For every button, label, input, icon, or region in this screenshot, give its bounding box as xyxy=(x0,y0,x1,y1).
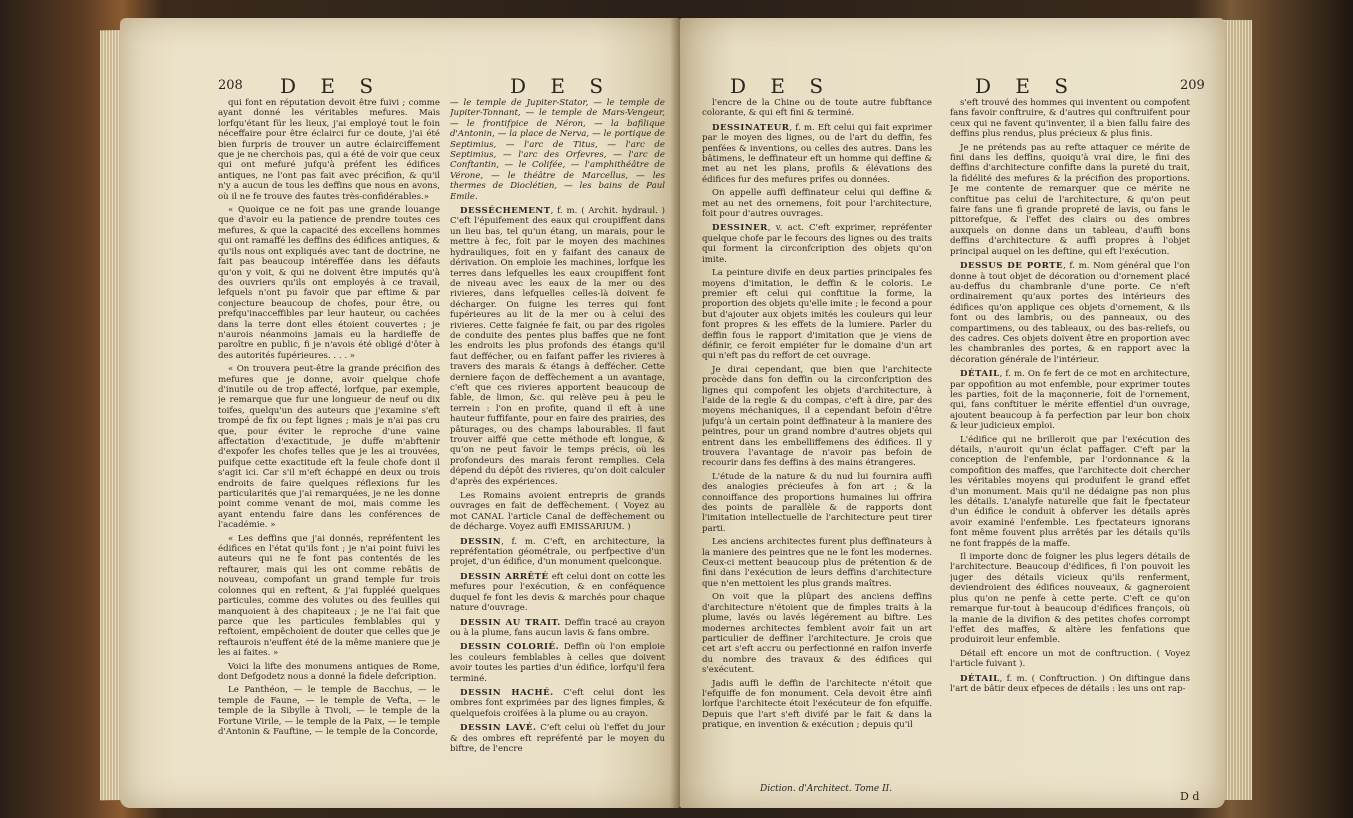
right-column-1 xyxy=(702,98,932,788)
right-page xyxy=(680,18,1225,808)
paragraph: DÉTAIL, f. m. On fe fert de ce mot en architecture, par oppofition au mot enfemble, pour exprimer toutes les parties, foit de la maçonnerie, foit de l'ornement, qui, fans conftituer le mérite effentiel d'un ouvrage, ajoutent beaucoup à fa perfection par leur bon choix & leur judicieux emploi. xyxy=(950,369,1190,432)
entry-headword: DESSUS DE PORTE xyxy=(960,261,1064,272)
paragraph: l'encre de la Chine ou de toute autre fubftance colorante, & qui eft fini & terminé. xyxy=(702,98,932,119)
paragraph: DESSINATEUR, f. m. Eft celui qui fait exprimer par le moyen des lignes, ou de l'art du deffin, fes penfées & inventions, ou celles des autres. Dans les bâtimens, le deffinateur eft un homme qui deffine & met au net les plans, profils & élévations des édifices fur des mefures prifes ou données. xyxy=(702,122,932,185)
paragraph: DÉTAIL, f. m. ( Conftruction. ) On diftingue dans l'art de bâtir deux efpeces de détails : les uns ont rap- xyxy=(950,673,1190,694)
dictionary-entry xyxy=(450,688,665,719)
paragraph: Je ne prétends pas au refte attaquer ce mérite de fini dans les deffins, quoiqu'à vrai dire, le fini des deffins d'architecture confifte dans la pureté du trait, la fidélité des mefures & la précifion des proportions. Je me contente de remarquer que ce mérite ne conftitue pas celui de l'architecture, & qu'on peut faire fans une fi grande propreté de lavis, ou fans le pittorefque, & l'effet des clairs ou des ombres auxquels on donne dans un tableau, d'auffi bons deffins d'architecture & auffi propres à l'objet principal auquel on les deftine, qui eft l'exécution. xyxy=(950,142,1190,257)
running-head-left-2: D E S xyxy=(510,74,613,98)
entry-headword: DESSIN xyxy=(460,536,502,547)
right-column-2 xyxy=(950,98,1190,798)
dictionary-entry xyxy=(450,206,665,487)
entry-text: C'eft celui où l'effet du jour & des ombres eft repréfenté par le moyen du biftre, de l'encre xyxy=(450,723,665,754)
dictionary-entry xyxy=(450,618,665,639)
paragraph: Je dirai cependant, que bien que l'architecte procède dans fon deffin ou la circonfcription des lignes qui compofent les objets d'architecture, à l'aide de la regle & du compas, c'eft à dire, par des moyens méchaniques, il a cependant befoin d'être jufqu'à un certain point deffinateur à la maniere des peintres, pour un grand nombre d'autres objets qui entrent dans les embelliffemens des édifices. Il y trouvera l'avantage de n'avoir pas befoin de recourir dans fes deffins à des mains étrangeres. xyxy=(702,364,932,469)
entry-headword: DESSIN ARRÊTÉ xyxy=(460,571,549,582)
left-page xyxy=(120,18,680,808)
dictionary-entry xyxy=(450,491,665,533)
paragraph: « Les deffins que j'ai donnés, repréfentent les édifices en l'état qu'ils font ; je n'ai point fuivi les auteurs qui ne fe font pas contentés de les reftaurer, mais qui les ont comme rebâtis de nouveau, compofant un grand temple fur trois colonnes qui en reftent, & j'ai fuppléé quelques particules, comme des volutes ou des feuilles qui manquoient à des chapiteaux ; je ne l'ai fait que parce que les particules femblables qui y reftoient, empêchoient de douter que celles que je reftaurois n'euffent été de la même maniere que je les ai faites. » xyxy=(218,533,440,659)
paragraph: qui font en réputation devoit être fuivi ; comme ayant donné les véritables mefures. Mais lorfqu'étant für les lieux, j'ai employé tout le foin néceffaire pour être éclairci fur ce doute, j'ai été bien furpris de trouver un autre éclairciffement que je ne cherchois pas, qui a été de voir que ceux qui ont mefuré jufqu'à préfent les édifices antiques, ne l'ont pas fait avec précifion, & qu'il n'y a aucun de tous les deffins que nous en avons, où il ne fe trouve des fautes très-confidérables.» xyxy=(218,98,440,202)
entry-headword: DESSIN HACHÉ. xyxy=(460,687,554,698)
entry-text: C'eft celui dont les ombres font exprimées par des lignes fimples, & quelquefois croifées à la plume ou au crayon. xyxy=(450,687,665,719)
paragraph: Jadis auffi le deffin de l'architecte n'étoit que l'efquiffe de fon monument. Cela devoit être ainfi lorfque l'architecte étoit l'exécuteur de fon efquiffe. Depuis que l'art s'eft divifé par le fait & dans la pratique, en invention & exécution ; depuis qu'il xyxy=(702,678,932,731)
paragraph: Le Panthéon, — le temple de Bacchus, — le temple de Faune, — le temple de Vefta, — le temple de la Sibylle à Tivoli, — le temple de la Fortune Virile, — le temple de la Paix, — le temple d'Antonin & Fauftine, — le temple de la Concorde, xyxy=(218,685,440,737)
running-head-left-1: D E S xyxy=(280,74,383,98)
entry-headword: DESSINATEUR xyxy=(712,122,790,133)
paragraph: Voici la lifte des monumens antiques de Rome, dont Defgodetz nous a donné la fidele defcription. xyxy=(218,661,440,682)
paragraph: DESSINER, v. act. C'eft exprimer, repréfenter quelque chofe par le fecours des lignes ou des traits qui forment la circonfcription des objets qu'on imite. xyxy=(702,223,932,265)
paragraph: L'édifice qui ne brilleroit que par l'exécution des détails, n'auroit qu'un éclat paffager. C'eft par la conception de l'enfemble, par l'ordonnance & la compofition des maffes, que l'architecte doit chercher les véritables moyens qui produifent le grand effet d'un monument. Mais qu'il ne dédaigne pas non plus les détails. L'analyfe naturelle que fait le fpectateur d'un édifice le conduit à obferver les détails après avoir examiné l'enfemble. Les fpectateurs ignorans font même fouvent plus arrêtés par les détails qu'ils ne font frappés de la maffe. xyxy=(950,434,1190,549)
entry-text: Deffin tracé au crayon ou à la plume, fans aucun lavis & fans ombre. xyxy=(450,617,665,638)
page-number-left: 208 xyxy=(218,78,243,93)
left-column-1 xyxy=(218,98,440,798)
paragraph: « Quoique ce ne foit pas une grande louange que d'avoir eu la patience de prendre toutes ces mefures, & que la capacité des excellens hommes qui ont ramaffé les deffins des édifices antiques, & qu'ils nous ont expliqués avec tant de doctrine, ne fait pas beaucoup intéreffée dans les défauts qu'on y voit, & qui ne doivent être imputés qu'à des ouvriers qu'ils ont employés à ce travail, lefquels n'ont pu favoir que par eftime & par conjecture beaucoup de chofes, pour être, ou prefqu'inacceffibles par leur hauteur, ou cachées dans la terre dont elles étoient couvertes ; je n'aurois néanmoins jamais eu la hardieffe de paroître en public, fi je n'avois été obligé d'ôter à des autorités fupérieures. . . . » xyxy=(218,205,440,361)
entry-text: Deffin où l'on emploie les couleurs femblables à celles que doivent avoir toutes les parties d'un édifice, lorfqu'il fera terminé. xyxy=(450,642,665,684)
dictionary-entry xyxy=(450,642,665,684)
entry-headword: DESSIN AU TRAIT. xyxy=(460,617,561,628)
entry-text: , f. m. C'eft, en architecture, la repréfentation géométrale, ou perfpective d'un projet, d'un édifice, d'un monument quelconque. xyxy=(450,536,665,568)
paragraph: La peinture divife en deux parties principales fes moyens d'imitation, le deffin & le coloris. Le premier eft celui qui conftitue la forme, la proportion des objets qu'elle imite ; le fecond a pour but d'ajouter aux objets imités les couleurs qui leur font propres & les effets de la lumiere. Parler du deffin fous le rapport d'imitation que je viens de définir, ce feroit empiéter fur le domaine d'un art qui n'eft pas du reffort de cet ouvrage. xyxy=(702,268,932,362)
paragraph: Les anciens architectes furent plus deffinateurs à la maniere des peintres que ne le font les modernes. Ceux-ci mettent beaucoup plus de prétention & de fini dans l'exécution de leurs deffins d'architecture que n'en mettoient les plus grands maîtres. xyxy=(702,537,932,589)
paragraph: Il importe donc de foigner les plus legers détails de l'architecture. Beaucoup d'édifices, fi l'on pouvoit les juger des détails vicieux qu'ils renferment, deviendroient des édifices nouveaux, & gagneroient plus qu'on ne penfe à cette perte. C'eft ce qu'on remarque fur-tout à beaucoup d'édifices françois, où la manie de la divifion & des petites chofes corrompt l'effet des maffes, & altère les fenfations que produiroit leur enfemble. xyxy=(950,552,1190,646)
monument-list-continued: — le temple de Jupiter-Stator, — le temple de Jupiter-Tonnant, — le temple de Mars-Vengeur, — le frontifpice de Néron, — la bafilique d'Antonin, — la place de Nerva, — le portique de Septimius, — l'arc de Titus, — l'arc de Septimius, — l'arc des Orfevres, — l'arc de Conftantin, — le Colifée, — l'amphithéâtre de Vérone, — le théâtre de Marcellus, — les thermes de Dioclétien, — les bains de Paul Emile. xyxy=(450,98,665,202)
paragraph: Détail eft encore un mot de conftruction. ( Voyez l'article fuivant ). xyxy=(950,648,1190,670)
entry-headword: DESSÉCHEMENT xyxy=(460,206,551,217)
entry-text: , f. m. ( Archit. hydraul. ) C'eft l'épuifement des eaux qui croupiffent dans un lieu bas, tel qu'un étang, un marais, pour le mettre à fec, foit par le moyen des machines hydrauliques, foit en y faifant des canaux de dérivation. On emploie les machines, lorfque les terres dans lefquelles les eaux croupiffent font de niveau avec les eaux de la mer ou des rivieres, dans lefquelles celles-là doivent fe décharger. On fuigne les terres qui font fupérieures au lit de la mer ou à celui des rivieres. Cette faignée fe fait, ou par des rigoles de conduite des pentes plus baffes que ne font les endroits les plus profonds des étangs qu'il faut deffécher, ou en faifant paffer les rivieres à travers des marais & étangs à deffécher. Cette derniere façon de deffèchement a un avantage, c'eft que ces rivieres apportent beaucoup de fable, de limon, &c. qui relève peu à peu le terrein : l'on en profite, quand il eft à une hauteur fuffifante, pour en faire des prairies, des pâturages, ou des champs labourables. Il faut trouver aiffé que cette méthode eft longue, & qu'on ne peut favoir le temps précis, où les profondeurs des marais feront remplies. Cela dépend du dépôt des rivieres, qu'on doit calculer d'après des expériences. xyxy=(450,206,665,487)
entry-text: eft celui dont on cotte les mefures pour l'exécution, & en conféquence duquel fe font les devis & marchés pour chaque nature d'ouvrage. xyxy=(450,571,665,614)
entry-headword: DÉTAIL xyxy=(960,673,1000,684)
paragraph: « On trouvera peut-être la grande précifion des mefures que je donne, avoir quelque chofe d'inutile ou de trop affecté, lorfque, par exemple, je remarque que fur une longueur de neuf ou dix toifes, quelqu'un des auteurs que j'examine s'eft trompé de fix ou fept lignes ; mais je n'ai pas cru que, pour éviter le reproche d'une vaine affectation d'exactitude, je duffe m'abftenir d'expofer les chofes telles que je les ai trouvées, puifque cette exactitude eft la feule chofe dont il s'agit ici. Car s'il m'eft échappé en deux ou trois endroits de faire quelques réflexions fur les particularités que j'ai remarquées, je ne les donne point comme venant de moi, mais comme les ayant entendu faire dans les conférences de l'académie. » xyxy=(218,364,440,531)
paragraph: DESSUS DE PORTE, f. m. Nom général que l'on donne à tout objet de décoration ou d'ornement placé au-deffus du chambranle d'une porte. Ce n'eft ordinairement qu'aux portes des intérieurs des édifices qu'on applique ces objets d'ornement, & ils font ou des lambris, ou des panneaux, ou des compartimens, ou des tableaux, ou des bas-reliefs, ou des cadres. Ces objets doivent être en proportion avec les chambranles des portes, & en rapport avec la décoration générale de l'intérieur. xyxy=(950,261,1190,365)
paragraph: L'étude de la nature & du nud lui fournira auffi des analogies précieufes à fon art ; & la connoiffance des proportions humaines lui offrira des points de parallèle & de rapports dont l'imitation intellectuelle de l'architecture peut tirer parti. xyxy=(702,471,932,534)
page-number-right: 209 xyxy=(1180,78,1205,93)
entry-headword: DESSIN LAVÉ. xyxy=(460,723,537,734)
paragraph: s'eft trouvé des hommes qui inventent ou compofent fans favoir conftruire, & d'autres qui conftruifent pour ceux qui ne favent qu'inventer, il a bien fallu faire des deffins plus rendus, plus précieux & plus finis. xyxy=(950,98,1190,140)
entry-text: Les Romains avoient entrepris de grands ouvrages en fait de deffèchement. ( Voyez au mot CANAL l'article Canal de deffèchement ou de décharge. Voyez auffi EMISSARIUM. ) xyxy=(450,491,665,533)
entry-headword: DÉTAIL xyxy=(960,369,1000,380)
running-head-right-2: D E S xyxy=(975,74,1078,98)
dictionary-entry xyxy=(450,537,665,568)
signature-mark: D d xyxy=(1180,790,1200,803)
entry-headword: DESSINER xyxy=(712,223,768,234)
dictionary-entry xyxy=(450,723,665,754)
dictionary-entry xyxy=(450,572,665,614)
page-signature: Diction. d'Architect. Tome II. xyxy=(760,784,893,794)
entry-headword: DESSIN COLORIÉ. xyxy=(460,642,560,653)
left-column-2 xyxy=(450,98,665,798)
paragraph: On voit que la plûpart des anciens deffins d'architecture n'étoient que de fimples traits à la plume, lavés ou lavés légérement au biftre. Les modernes architectes femblent avoir fait un art particulier de deffiner l'architecture. Je crois que cet art s'eft accru ou perfectionné en raifon inverfe du nombre des travaux & des édifices qui s'exécutent. xyxy=(702,592,932,676)
running-head-right-1: D E S xyxy=(730,74,833,98)
paragraph: On appelle auffi deffinateur celui qui deffine & met au net des ornemens, foit pour l'architecture, foit pour d'autres ouvrages. xyxy=(702,188,932,220)
